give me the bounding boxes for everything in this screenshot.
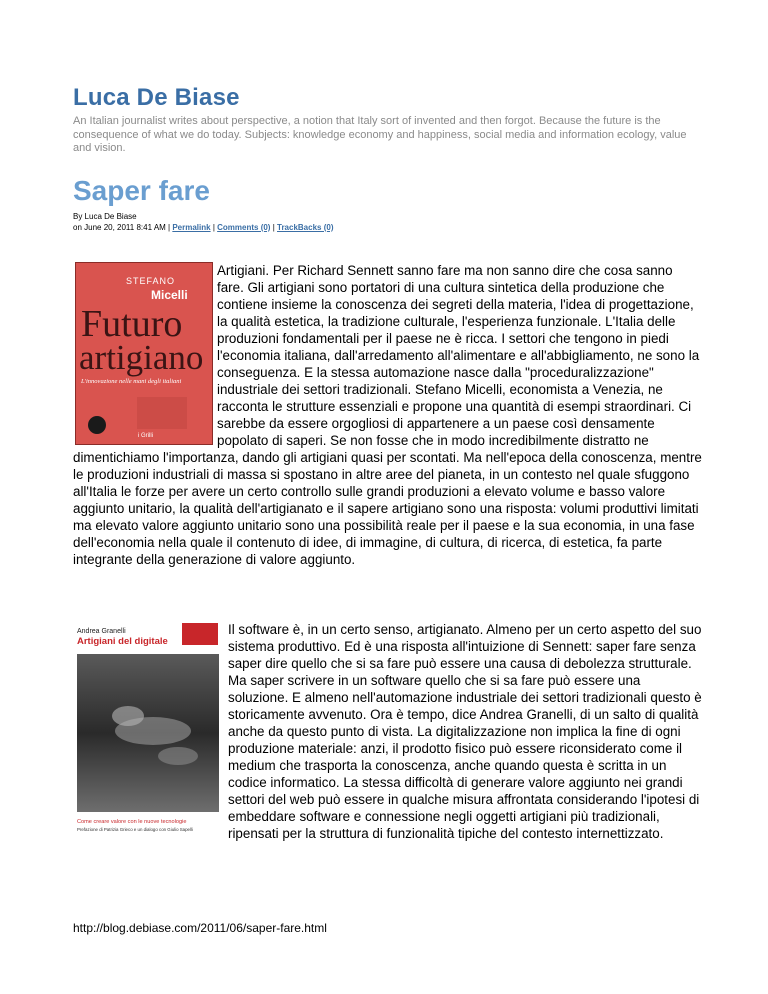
publisher-logo-icon <box>88 416 106 434</box>
byline-separator: | <box>270 222 277 232</box>
paragraph-2-text: Il software è, in un certo senso, artigianato. Almeno per un certo aspetto del suo sistema produttivo. Ed è una risposta all'intuizione di Sennett: saper fare senza saper dire quello che si sa fare può essere una causa di debolezza strutturale. Ma saper scrivere in un software quello che si sa fare può essere una soluzione. E almeno nell'automazione industriale dei settori tradizionali questo è storicamente avvenuto. Ora è tempo, dice Andrea Granelli, di un salto di qualità anche da questo punto di vista. La digitalizzazione non implica la fine di ogni produzione materiale: anzi, il prodotto fisico può essere riconsiderato come il medium che trasporta la conoscenza, anche quando questa è scritta in un codice informatico. La stessa difficoltà di generare valore aggiunto nei grandi settori del web può essere in qualche misura affrontata considerando l'ipotesi di embeddare software e connessione negli oggetti artigiani più tradizionali, ripensati per la struttura di funzionalità tipiche del contesto internettizzato. <box>228 622 702 841</box>
book2-tagline: Come creare valore con le nuove tecnologie <box>77 819 187 825</box>
cover-motif <box>137 397 187 429</box>
post-paragraph-2 <box>73 621 703 842</box>
book1-subtitle: L'innovazione nelle mani degli italiani <box>81 378 182 385</box>
book-cover-futuro-artigiano <box>75 262 213 445</box>
post-title[interactable]: Saper fare <box>73 175 210 206</box>
blog-title[interactable]: Luca De Biase <box>73 84 240 111</box>
post-paragraph-1 <box>73 262 703 568</box>
book1-title-line2: artigiano <box>79 338 204 377</box>
byline-author: By Luca De Biase <box>73 212 137 221</box>
book1-author-last: Micelli <box>151 288 188 302</box>
permalink-link[interactable]: Permalink <box>172 222 211 232</box>
book2-foreword: Prefazione di Patrizia Grieco e un dialogo con Giulio Sapelli <box>77 827 193 832</box>
byline-date: on June 20, 2011 8:41 AM | <box>73 222 173 232</box>
book2-title: Artigiani del digitale <box>77 636 168 647</box>
book1-title-line1: Futuro <box>81 303 183 345</box>
blog-description: An Italian journalist writes about perspective, a notion that Italy sort of invented and then forgot. Because the future is the consequence of what we do today. Subjects: knowledge economy and happiness, social media and information ecology, value and vision. <box>73 115 687 154</box>
byline-separator: | <box>210 222 218 232</box>
byline-meta <box>73 223 333 234</box>
book1-author-first: STEFANO <box>126 276 176 286</box>
footer-url[interactable]: http://blog.debiase.com/2011/06/saper-fare.html <box>73 921 327 935</box>
publisher-logo-icon <box>182 623 218 645</box>
comments-link[interactable]: Comments (0) <box>217 222 271 232</box>
hands-shape <box>112 706 144 726</box>
paragraph-1-text: Artigiani. Per Richard Sennett sanno fare ma non sanno dire che cosa sanno fare. Gli artigiani sono portatori di una cultura sintetica della produzione che contiene insieme la conoscenza dei segreti della materia, l'idea di progettazione, la qualità estetica, la tradizione culturale, l'esperienza funzionale. L'Italia delle produzioni fondamentali per il paese ne è ricca. I settori che tengono in piedi l'economia italiana, dall'arredamento all'alimentare e all'abbigliamento, ne sono la conseguenza. E la stessa automazione nasce dalla "proceduralizzazione" industriale dei settori tradizionali. Stefano Micelli, economista a Venezia, ne racconta le strutture essenziali e propone una quantità di esempi straordinari. Ci sarebbe da essere orgogliosi di appartenere a un paese così densamente popolato di saperi. Se non fosse che in modo incredibilmente distratto ne dimentichiamo l'importanza, dando gli artigiani quasi per scontati. Ma nell'epoca della conoscenza, mentre le produzioni industriali di massa si spostano in altre aree del pianeta, in un contesto nel quale sfuggono all'Italia le forze per avere un certo controllo sulle grandi produzioni a elevato volume e basso valore aggiunto unitario, la qualità dell'artigianato e il sapere artigiano sono una risposta: volumi produttivi limitati ma elevato valore aggiunto unitario sono una possibilità reale per il paese e la sua economia, in una fase dell'economia nella quale il contenuto di idee, di immagine, di cultura, di ricerca, di estetica, fa parte integrante della generazione di valore aggiunto. <box>73 263 702 567</box>
book-cover-artigiani-del-digitale <box>73 621 223 839</box>
post-byline <box>73 212 333 233</box>
book2-author: Andrea Granelli <box>77 628 126 635</box>
hands-shape <box>158 747 198 765</box>
book1-publisher: i Grilli <box>138 433 153 439</box>
trackbacks-link[interactable]: TrackBacks (0) <box>277 222 334 232</box>
